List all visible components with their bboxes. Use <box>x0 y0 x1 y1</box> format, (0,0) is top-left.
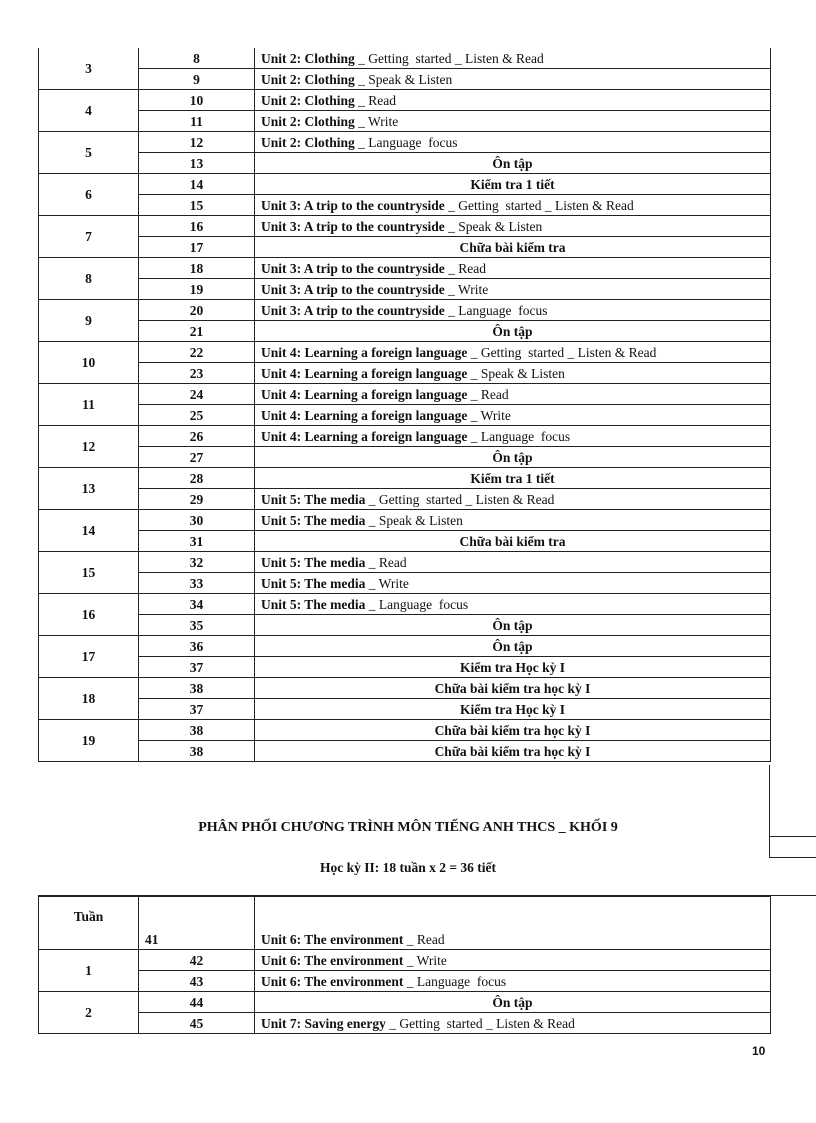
header-unit-cell <box>255 897 771 950</box>
lesson-number-cell: 35 <box>139 615 255 636</box>
lesson-number-cell: 45 <box>139 1013 255 1034</box>
header-num: 41 <box>145 932 159 947</box>
table-row <box>39 489 771 510</box>
unit-separator: _ <box>365 491 379 507</box>
lesson-number-cell: 26 <box>139 426 255 447</box>
table-row <box>39 594 771 615</box>
lesson-content-cell: Chữa bài kiểm tra <box>255 237 771 258</box>
lesson-number-cell: 33 <box>139 573 255 594</box>
lesson-content-cell: Chữa bài kiểm tra học kỳ I <box>255 741 771 762</box>
week-cell: 2 <box>39 992 139 1034</box>
table-row <box>39 48 771 69</box>
table-row <box>39 111 771 132</box>
table-row <box>39 405 771 426</box>
header-num-cell <box>139 897 255 950</box>
header-week-cell <box>39 897 139 950</box>
lesson-part: Read <box>480 386 509 402</box>
lesson-part: Write <box>368 113 399 129</box>
lesson-content-cell <box>255 489 771 510</box>
lesson-part: Getting started _ Listen & Read <box>378 491 555 507</box>
lesson-part: Speak & Listen <box>378 512 463 528</box>
week-cell: 1 <box>39 950 139 992</box>
lesson-content-cell <box>255 552 771 573</box>
unit-title: Unit 4: Learning a foreign language <box>261 407 468 423</box>
table-row <box>39 950 771 971</box>
lesson-content-cell: Kiểm tra 1 tiết <box>255 468 771 489</box>
table-row <box>39 195 771 216</box>
lesson-content-cell: Chữa bài kiểm tra <box>255 531 771 552</box>
unit-title: Unit 4: Learning a foreign language <box>261 386 468 402</box>
table-row <box>39 384 771 405</box>
unit-title: Unit 3: A trip to the countryside <box>261 218 445 234</box>
lesson-part: Write <box>480 407 511 423</box>
unit-separator: _ <box>444 197 459 213</box>
lesson-number-cell: 23 <box>139 363 255 384</box>
week-cell: 7 <box>39 216 139 258</box>
lesson-number-cell: 10 <box>139 90 255 111</box>
lesson-content-cell: Chữa bài kiểm tra học kỳ I <box>255 678 771 699</box>
unit-title: Unit 3: A trip to the countryside <box>261 260 445 276</box>
lesson-number-cell: 19 <box>139 279 255 300</box>
unit-separator: _ <box>467 407 481 423</box>
table-row <box>39 279 771 300</box>
lesson-content-cell <box>255 69 771 90</box>
lesson-content-cell: Chữa bài kiểm tra học kỳ I <box>255 720 771 741</box>
week-cell: 12 <box>39 426 139 468</box>
lesson-content-cell <box>255 111 771 132</box>
right-margin-line <box>769 765 770 858</box>
lesson-content-cell <box>255 300 771 321</box>
lesson-part: Write <box>458 281 489 297</box>
unit-title: Unit 6: The environment <box>261 973 404 989</box>
week-cell: 19 <box>39 720 139 762</box>
lesson-number-cell: 8 <box>139 48 255 69</box>
unit-separator: _ <box>365 512 379 528</box>
lesson-number-cell: 38 <box>139 678 255 699</box>
week-cell: 3 <box>39 48 139 90</box>
lesson-part: Speak & Listen <box>480 365 565 381</box>
lesson-number-cell: 29 <box>139 489 255 510</box>
lesson-content-cell <box>255 1013 771 1034</box>
lesson-number-cell: 27 <box>139 447 255 468</box>
unit-title: Unit 5: The media <box>261 596 366 612</box>
unit-separator: _ <box>354 134 369 150</box>
lesson-content-cell: Ôn tập <box>255 153 771 174</box>
unit-title: Unit 6: The environment <box>261 952 404 968</box>
lesson-content-cell <box>255 90 771 111</box>
week-cell: 8 <box>39 258 139 300</box>
lesson-part: Speak & Listen <box>458 218 543 234</box>
week-cell: 6 <box>39 174 139 216</box>
lesson-number-cell: 38 <box>139 720 255 741</box>
table-row <box>39 992 771 1013</box>
lesson-content-cell <box>255 132 771 153</box>
lesson-number-cell: 12 <box>139 132 255 153</box>
table-row <box>39 741 771 762</box>
lesson-content-cell: Kiểm tra Học kỳ I <box>255 657 771 678</box>
unit-title: Unit 2: Clothing <box>261 113 355 129</box>
unit-separator: _ <box>444 302 459 318</box>
unit-title: Unit 6: The environment <box>261 932 404 947</box>
unit-separator: _ <box>444 260 459 276</box>
lesson-content-cell <box>255 950 771 971</box>
unit-separator: _ <box>354 71 369 87</box>
lesson-number-cell: 22 <box>139 342 255 363</box>
unit-separator: _ <box>444 281 459 297</box>
table-row <box>39 699 771 720</box>
lesson-part: Getting started _ Listen & Read <box>480 344 657 360</box>
table-row <box>39 1013 771 1034</box>
lesson-number-cell: 31 <box>139 531 255 552</box>
lesson-number-cell: 20 <box>139 300 255 321</box>
week-cell: 13 <box>39 468 139 510</box>
lesson-number-cell: 28 <box>139 468 255 489</box>
unit-separator: _ <box>354 92 369 108</box>
week-cell: 9 <box>39 300 139 342</box>
table-row <box>39 678 771 699</box>
unit-separator: _ <box>354 50 369 66</box>
unit-separator: _ <box>365 596 379 612</box>
lesson-part: Read <box>368 92 397 108</box>
lesson-part: Language focus <box>378 596 469 612</box>
week-cell: 11 <box>39 384 139 426</box>
table-row <box>39 300 771 321</box>
unit-title: Unit 5: The media <box>261 491 366 507</box>
lesson-content-cell <box>255 258 771 279</box>
header-week-label: Tuần <box>73 909 104 924</box>
lesson-number-cell: 25 <box>139 405 255 426</box>
lesson-part: Getting started _ Listen & Read <box>368 50 544 66</box>
unit-title: Unit 2: Clothing <box>261 50 355 66</box>
table-row <box>39 468 771 489</box>
lesson-part: Language focus <box>368 134 458 150</box>
table-row <box>39 636 771 657</box>
lesson-part: Language focus <box>416 973 507 989</box>
lesson-number-cell: 18 <box>139 258 255 279</box>
unit-title: Unit 4: Learning a foreign language <box>261 365 468 381</box>
table-row <box>39 426 771 447</box>
table-row <box>39 216 771 237</box>
lesson-number-cell: 36 <box>139 636 255 657</box>
lesson-content-cell <box>255 594 771 615</box>
right-margin-line <box>769 857 816 858</box>
lesson-number-cell: 11 <box>139 111 255 132</box>
lesson-part: Getting started _ Listen & Read <box>458 197 634 213</box>
lesson-number-cell: 42 <box>139 950 255 971</box>
unit-title: Unit 2: Clothing <box>261 134 355 150</box>
lesson-part: Read <box>458 260 486 276</box>
unit-separator: _ <box>403 932 417 947</box>
table-row <box>39 720 771 741</box>
lesson-content-cell: Kiểm tra Học kỳ I <box>255 699 771 720</box>
unit-title: Unit 3: A trip to the countryside <box>261 302 445 318</box>
unit-title: Unit 5: The media <box>261 554 366 570</box>
unit-separator: _ <box>444 218 459 234</box>
lesson-content-cell <box>255 279 771 300</box>
lesson-part: Language focus <box>480 428 571 444</box>
table-row <box>39 90 771 111</box>
lesson-number-cell: 30 <box>139 510 255 531</box>
lesson-number-cell: 13 <box>139 153 255 174</box>
week-cell: 18 <box>39 678 139 720</box>
unit-separator: _ <box>385 1015 400 1031</box>
table-row <box>39 510 771 531</box>
unit-separator: _ <box>467 386 481 402</box>
week-cell: 16 <box>39 594 139 636</box>
lesson-number-cell: 32 <box>139 552 255 573</box>
lesson-content-cell <box>255 48 771 69</box>
schedule-table-semester-1 <box>38 48 771 762</box>
table-row <box>39 615 771 636</box>
lesson-part: Language focus <box>458 302 548 318</box>
lesson-content-cell <box>255 510 771 531</box>
unit-title: Unit 4: Learning a foreign language <box>261 344 468 360</box>
unit-separator: _ <box>403 973 417 989</box>
right-margin-line <box>769 836 816 837</box>
lesson-content-cell: Ôn tập <box>255 636 771 657</box>
lesson-content-cell <box>255 573 771 594</box>
lesson-part: Read <box>416 932 445 947</box>
unit-separator: _ <box>467 344 481 360</box>
lesson-content-cell <box>255 384 771 405</box>
schedule-table-semester-2 <box>38 896 771 1034</box>
lesson-number-cell: 44 <box>139 992 255 1013</box>
lesson-number-cell: 21 <box>139 321 255 342</box>
table-row <box>39 174 771 195</box>
unit-title: Unit 5: The media <box>261 575 366 591</box>
lesson-content-cell <box>255 426 771 447</box>
table-row <box>39 237 771 258</box>
unit-separator: _ <box>467 428 481 444</box>
unit-title: Unit 7: Saving energy <box>261 1015 386 1031</box>
lesson-content-cell <box>255 405 771 426</box>
unit-title: Unit 5: The media <box>261 512 366 528</box>
unit-separator: _ <box>403 952 417 968</box>
unit-title: Unit 2: Clothing <box>261 71 355 87</box>
week-cell: 5 <box>39 132 139 174</box>
table-row <box>39 321 771 342</box>
lesson-part: Read <box>378 554 407 570</box>
lesson-number-cell: 9 <box>139 69 255 90</box>
lesson-content-cell: Kiểm tra 1 tiết <box>255 174 771 195</box>
lesson-number-cell: 34 <box>139 594 255 615</box>
table-row <box>39 258 771 279</box>
table-row <box>39 531 771 552</box>
table-header-row <box>39 897 771 950</box>
unit-separator: _ <box>365 575 379 591</box>
week-cell: 15 <box>39 552 139 594</box>
lesson-content-cell: Ôn tập <box>255 447 771 468</box>
table-row <box>39 69 771 90</box>
table-row <box>39 573 771 594</box>
unit-separator: _ <box>365 554 379 570</box>
lesson-content-cell <box>255 971 771 992</box>
week-cell: 14 <box>39 510 139 552</box>
lesson-number-cell: 17 <box>139 237 255 258</box>
lesson-content-cell: Ôn tập <box>255 615 771 636</box>
lesson-part: Write <box>378 575 409 591</box>
week-cell: 10 <box>39 342 139 384</box>
lesson-number-cell: 16 <box>139 216 255 237</box>
lesson-number-cell: 15 <box>139 195 255 216</box>
lesson-part: Getting started _ Listen & Read <box>399 1015 575 1031</box>
table-row <box>39 971 771 992</box>
table-row <box>39 342 771 363</box>
table-row <box>39 552 771 573</box>
week-cell: 17 <box>39 636 139 678</box>
lesson-content-cell <box>255 363 771 384</box>
lesson-part: Speak & Listen <box>368 71 453 87</box>
table-row <box>39 153 771 174</box>
lesson-number-cell: 14 <box>139 174 255 195</box>
table-row <box>39 447 771 468</box>
unit-title: Unit 2: Clothing <box>261 92 355 108</box>
table-row <box>39 363 771 384</box>
lesson-content-cell <box>255 216 771 237</box>
lesson-number-cell: 38 <box>139 741 255 762</box>
week-cell: 4 <box>39 90 139 132</box>
unit-title: Unit 3: A trip to the countryside <box>261 197 445 213</box>
lesson-number-cell: 43 <box>139 971 255 992</box>
unit-title: Unit 3: A trip to the countryside <box>261 281 445 297</box>
table-row <box>39 657 771 678</box>
lesson-number-cell: 37 <box>139 699 255 720</box>
page-title: PHÂN PHỐI CHƯƠNG TRÌNH MÔN TIẾNG ANH THCS _ KHỐI 9 <box>198 820 618 835</box>
lesson-content-cell <box>255 195 771 216</box>
unit-separator: _ <box>467 365 481 381</box>
lesson-content-cell: Ôn tập <box>255 992 771 1013</box>
lesson-number-cell: 37 <box>139 657 255 678</box>
lesson-part: Write <box>416 952 447 968</box>
unit-separator: _ <box>354 113 369 129</box>
table-row <box>39 132 771 153</box>
unit-title: Unit 4: Learning a foreign language <box>261 428 468 444</box>
page-subtitle: Học kỳ II: 18 tuần x 2 = 36 tiết <box>319 860 497 875</box>
lesson-content-cell <box>255 342 771 363</box>
page-number: 10 <box>752 1044 766 1058</box>
lesson-number-cell: 24 <box>139 384 255 405</box>
lesson-content-cell: Ôn tập <box>255 321 771 342</box>
